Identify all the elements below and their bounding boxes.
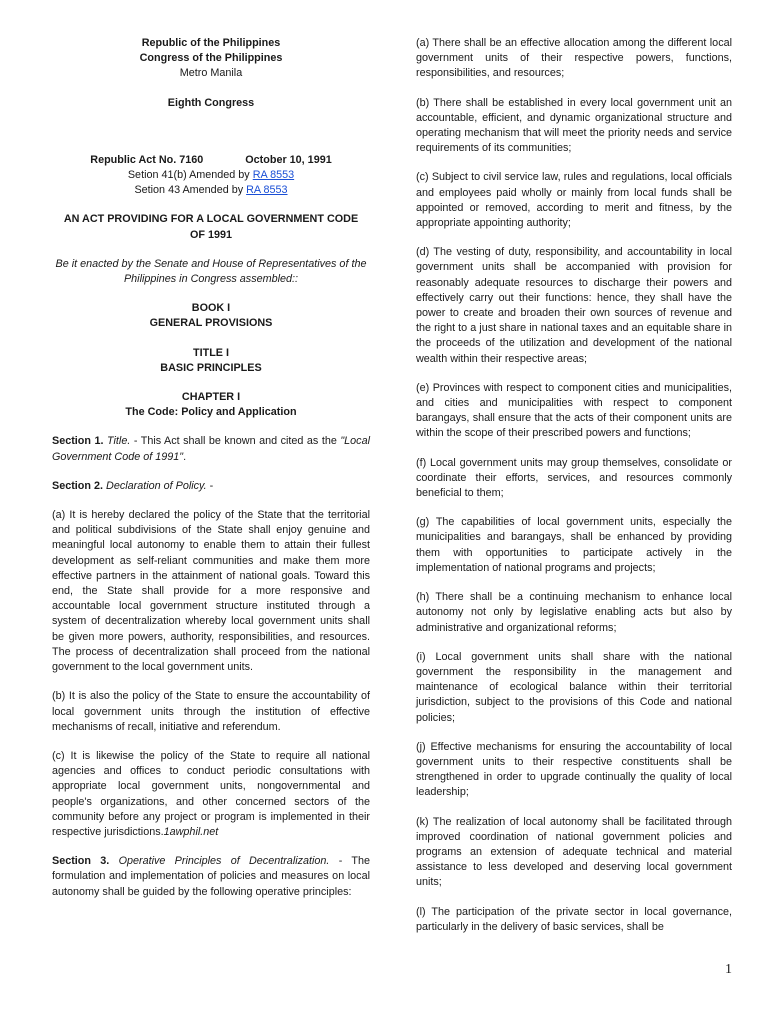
principle-h: (h) There shall be a continuing mechanism to enhance local autonomy not only by legislative enabling acts but also by administrative and organizational reforms; [416, 591, 732, 634]
principle-j: (j) Effective mechanisms for ensuring the accountability of local government units to their respective constituents shall be strengthened in order to upgrade continually the quality of local leadership; [416, 740, 732, 799]
principle-b: (b) There shall be established in every local government unit an accountable, efficient, and dynamic organizational structure and operating mechanism that will meet the priority needs and service requirements of its communities; [416, 96, 732, 155]
ra-8553-link-2[interactable]: RA 8553 [246, 184, 288, 197]
principle-k: (k) The realization of local autonomy shall be facilitated through improved coordination of national government policies and programs an extension of adequate technical and material assistance to less developed and deserving local government units; [416, 815, 732, 889]
section-2-label: Section 2. [52, 479, 104, 492]
section-2-title: Declaration of Policy. [106, 479, 207, 492]
right-column [416, 36, 732, 935]
left-column [52, 36, 370, 900]
amendment-line-1 [52, 168, 370, 183]
act-number-line [52, 153, 370, 168]
watermark-text: 1awphil.net [163, 825, 219, 838]
principle-i: (i) Local government units shall share with the national government the responsibility in the management and maintenance of ecological balance within their territorial jurisdiction, subject to the provisions of this Code and national policies; [416, 650, 732, 724]
code-name: "Local Government Code of 1991" [52, 435, 370, 463]
act-number: Republic Act No. 7160 [90, 153, 204, 166]
principle-c: (c) Subject to civil service law, rules and regulations, local officials and employees paid wholly or mainly from local funds shall be appointed or removed, according to merit and fitness, by the appropriate appointing authority; [416, 171, 732, 230]
congress-heading: Congress of the Philippines [139, 52, 283, 65]
location-line: Metro Manila [179, 67, 243, 80]
title-name: BASIC PRINCIPLES [160, 361, 262, 374]
section-3-text: - The formulation and implementation of policies and measures on local autonomy shall be guided by the following operative principles: [52, 855, 370, 898]
ra-8553-link-1[interactable]: RA 8553 [252, 169, 295, 182]
section-1-text-a: - This Act shall be known and cited as the [130, 435, 341, 448]
amendment-line-2 [52, 183, 370, 198]
section-1-label: Section 1. [52, 435, 104, 448]
section-2-paragraph-b: (b) It is also the policy of the State to ensure the accountability of local government units through the institution of effective mechanisms of recall, initiative and referendum. [52, 690, 370, 733]
section-1 [52, 434, 370, 464]
section-3 [52, 854, 370, 900]
republic-heading: Republic of the Philippines [141, 37, 281, 49]
section-2-paragraph-a: (a) It is hereby declared the policy of the State that the territorial and political subdivisions of the State shall enjoy genuine and meaningful local autonomy to enable them to attain their fullest development as self-reliant communities and make them more effective partners in the attainment of national goals. Toward this end, the State shall provide for a more responsive and accountable local government structure instituted through a system of decentralization whereby local government units shall be given more powers, authority, responsibilities, and resources. The process of decentralization shall proceed from the national government to the local government units. [52, 509, 370, 674]
book-name: GENERAL PROVISIONS [149, 317, 273, 330]
section-2-c-text: (c) It is likewise the policy of the State to require all national agencies and offices to conduct periodic consultations with appropriate local government units, nongovernmental and people's organizations, and other concerned sectors of the community before any project or program is implemented in their respective jurisdictions. [52, 749, 370, 838]
section-3-title: Operative Principles of Decentralization. [118, 855, 330, 868]
principle-a: (a) There shall be an effective allocation among the different local government units of their respective powers, functions, responsibilities, and resources; [416, 37, 732, 80]
book-number: BOOK I [191, 302, 231, 315]
principle-g: (g) The capabilities of local government units, especially the municipalities and barangays, shall be enhanced by providing them with opportunities to participate actively in the implementation of national programs and projects; [416, 516, 732, 574]
principle-e: (e) Provinces with respect to component cities and municipalities, and cities and municipalities with respect to component barangays, shall ensure that the acts of their component units are within the scope of their prescribed powers and functions; [416, 381, 732, 440]
section-1-title: Title. [107, 435, 131, 448]
principle-d: (d) The vesting of duty, responsibility, and accountability in local government units shall be accompanied with provision for reasonably adequate resources to discharge their powers and effectively carry out their functions: hence, they shall have the power to create and broaden their own sources of revenue and the right to a just share in national taxes and an equitable share in the proceeds of the utilization and development of the national wealth within their respective areas; [416, 246, 732, 365]
amendment-text-1: Setion 41(b) Amended by [127, 169, 253, 182]
section-2-heading [52, 479, 370, 494]
congress-number: Eighth Congress [167, 96, 255, 109]
title-number: TITLE I [193, 346, 229, 359]
enacting-clause: Be it enacted by the Senate and House of Representatives of the Philippines in Congress assembled:: [55, 257, 367, 286]
amendment-text-2: Setion 43 Amended by [134, 184, 247, 197]
act-date: October 10, 1991 [245, 153, 332, 166]
section-2-paragraph-c [52, 749, 370, 840]
section-2-title-suffix: - [206, 479, 214, 492]
act-title: AN ACT PROVIDING FOR A LOCAL GOVERNMENT CODE OF 1991 [63, 213, 359, 241]
section-1-text-b: . [183, 450, 187, 463]
chapter-name: The Code: Policy and Application [125, 406, 297, 419]
principle-f: (f) Local government units may group themselves, consolidate or coordinate their efforts, services, and resources commonly beneficial to them; [416, 456, 732, 500]
section-3-label: Section 3. [52, 855, 110, 868]
chapter-number: CHAPTER I [181, 391, 241, 404]
page-number: 1 [725, 962, 732, 977]
principle-l: (l) The participation of the private sector in local governance, particularly in the delivery of basic services, shall be [416, 905, 732, 933]
